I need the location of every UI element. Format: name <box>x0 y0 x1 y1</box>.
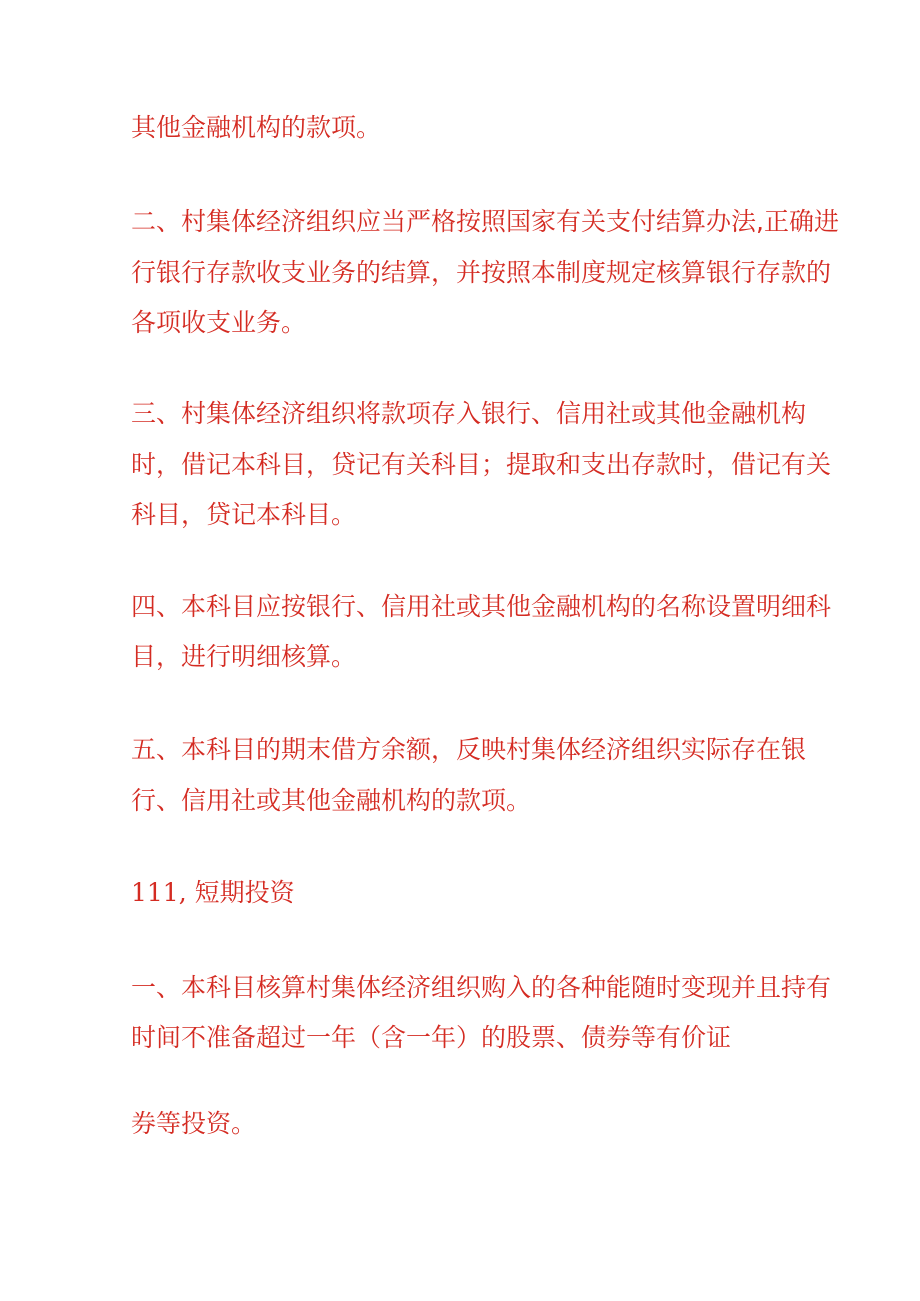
paragraph-line: 券等投资。 <box>131 1109 257 1138</box>
paragraph-line: 科目，贷记本科目。 <box>131 500 357 529</box>
paragraph-line: 行银行存款收支业务的结算，并按照本制度规定核算银行存款的 <box>131 258 832 287</box>
paragraph-line: 三、村集体经济组织将款项存入银行、信用社或其他金融机构 <box>131 399 807 428</box>
paragraph-line: 五、本科目的期末借方余额，反映村集体经济组织实际存在银 <box>131 735 807 764</box>
section-heading <box>131 877 295 909</box>
paragraph-line: 目，进行明细核算。 <box>131 642 357 671</box>
section-number: 111, <box>131 878 187 907</box>
paragraph-line: 二、村集体经济组织应当严格按照国家有关支付结算办法,正确进 <box>131 207 839 236</box>
paragraph-line: 时，借记本科目，贷记有关科目；提取和支出存款时，借记有关 <box>131 450 832 479</box>
paragraph-line: 各项收支业务。 <box>131 308 307 337</box>
section-title: 短期投资 <box>194 878 295 907</box>
paragraph-line: 一、本科目核算村集体经济组织购入的各种能随时变现并且持有 <box>131 973 832 1002</box>
paragraph-line: 时间不准备超过一年（含一年）的股票、债券等有价证 <box>131 1023 732 1052</box>
paragraph-line: 其他金融机构的款项。 <box>131 113 382 142</box>
paragraph-line: 四、本科目应按银行、信用社或其他金融机构的名称设置明细科 <box>131 592 832 621</box>
paragraph-line: 行、信用社或其他金融机构的款项。 <box>131 786 532 815</box>
